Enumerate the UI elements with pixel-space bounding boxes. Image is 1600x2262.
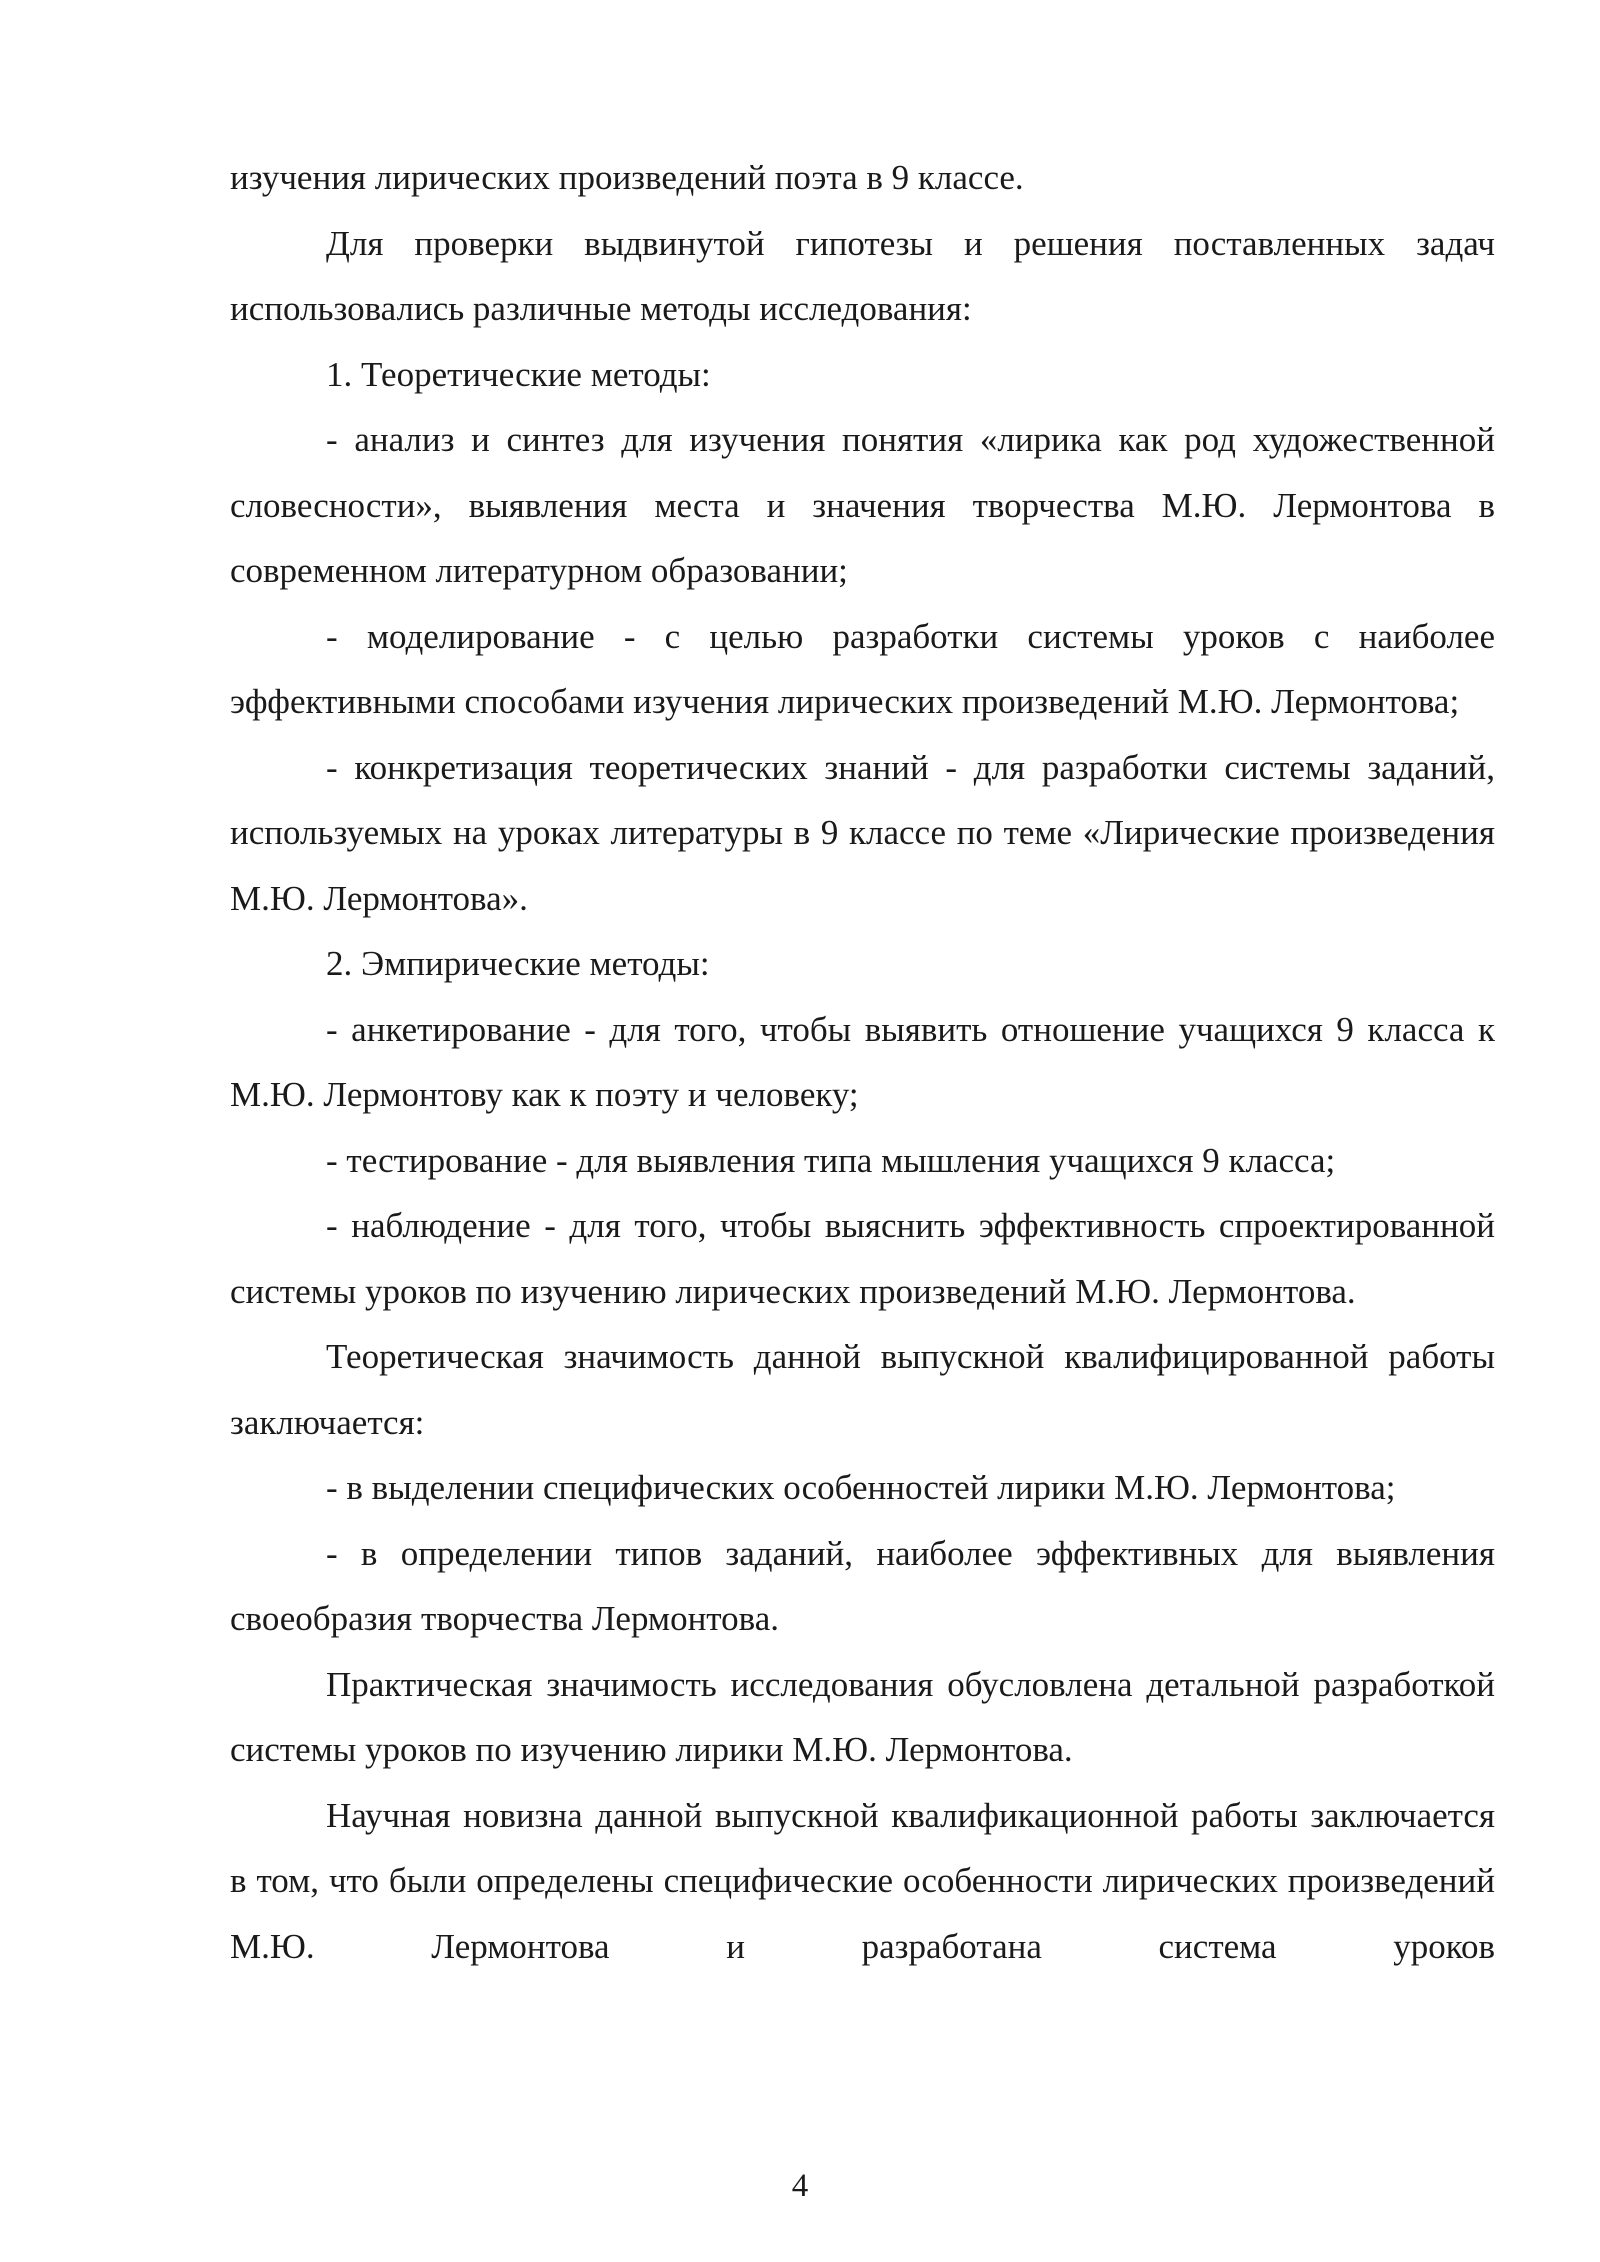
paragraph-observation: - наблюдение - для того, чтобы выяснить эффективность спроектированной системы уроков по изучению лирических произведений М.Ю. Лермонтова. — [230, 1206, 1495, 1311]
paragraph-survey: - анкетирование - для того, чтобы выявить отношение учащихся 9 класса к М.Ю. Лермонтову как к поэту и человеку; — [230, 1009, 1495, 1114]
paragraph-significance-item-1: - в выделении специфических особенностей лирики М.Ю. Лермонтова; — [326, 1468, 1396, 1507]
paragraph-testing: - тестирование - для выявления типа мышления учащихся 9 класса; — [326, 1140, 1336, 1180]
paragraph-analysis-synthesis: - анализ и синтез для изучения понятия «лирика как род художественной словесности», выявления места и значения творчества М.Ю. Лермонтова в современном литературном образовании; — [230, 420, 1495, 590]
paragraph-scientific-novelty: Научная новизна данной выпускной квалификационной работы заключается в том, что были определены специфические особенности лирических произведений М.Ю. Лермонтова и разработана система уроков — [230, 1795, 1495, 1966]
paragraph-theoretical-methods-heading: 1. Теоретические методы: — [326, 354, 711, 394]
paragraph-significance-item-2: - в определении типов заданий, наиболее эффективных для выявления своеобразия творчества Лермонтова. — [230, 1533, 1495, 1638]
page-number: 4 — [791, 2168, 809, 2204]
paragraph-empirical-methods-heading: 2. Эмпирические методы: — [326, 944, 710, 983]
paragraph-concretization: - конкретизация теоретических знаний - для разработки системы заданий, используемых на уроках литературы в 9 классе по теме «Лирические произведения М.Ю. Лермонтова». — [230, 747, 1495, 918]
paragraph-continuation: изучения лирических произведений поэта в 9 классе. — [230, 158, 1024, 197]
paragraph-modeling: - моделирование - с целью разработки системы уроков с наиболее эффективными способами изучения лирических произведений М.Ю. Лермонтова; — [230, 616, 1495, 721]
paragraph-theoretical-significance: Теоретическая значимость данной выпускной квалифицированной работы заключается: — [230, 1337, 1495, 1442]
paragraph-research-methods-intro: Для проверки выдвинутой гипотезы и решения поставленных задач использовались различные методы исследования: — [230, 223, 1495, 328]
paragraph-practical-significance: Практическая значимость исследования обусловлена детальной разработкой системы уроков по изучению лирики М.Ю. Лермонтова. — [230, 1664, 1495, 1769]
document-body — [230, 145, 1495, 1979]
